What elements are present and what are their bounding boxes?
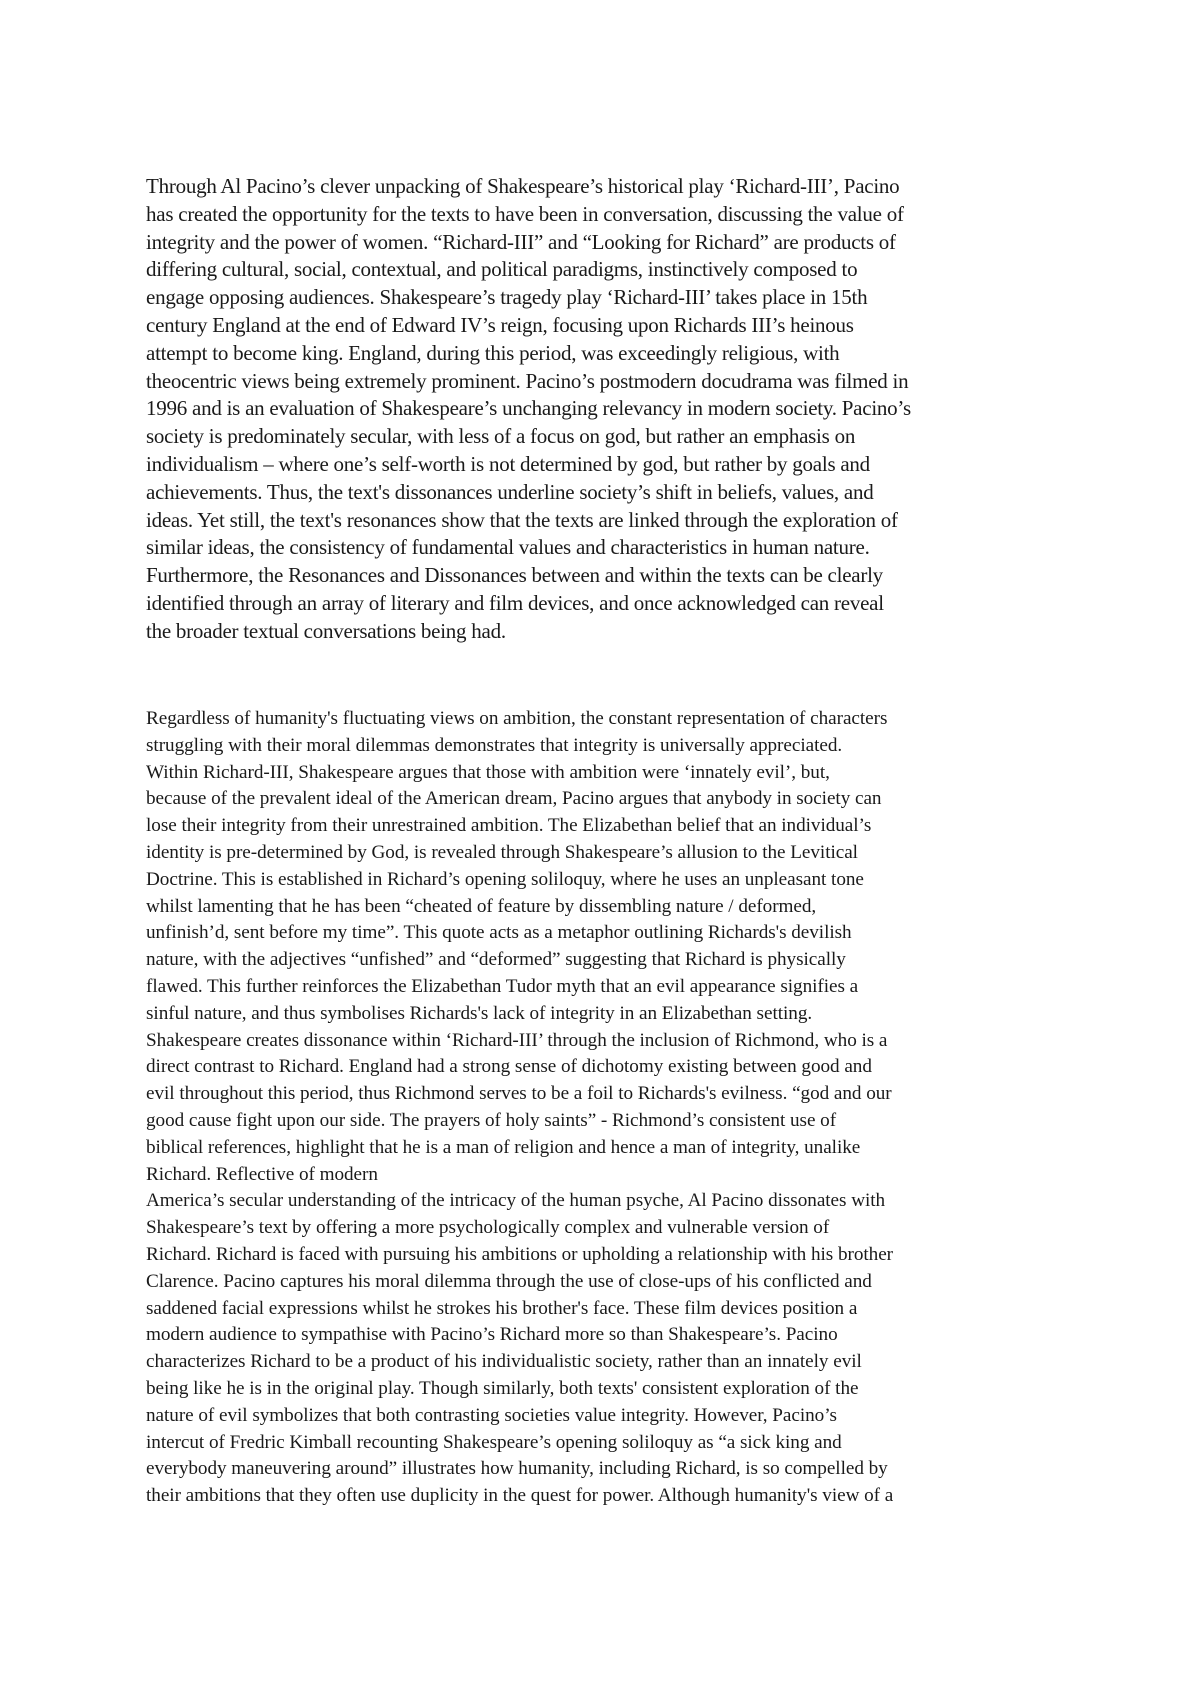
- text-line: Regardless of humanity's fluctuating views on ambition, the constant representation of characters: [146, 708, 888, 729]
- text-line: individualism – where one’s self-worth is not determined by god, but rather by goals and: [146, 451, 870, 476]
- text-line: being like he is in the original play. Though similarly, both texts' consistent exploration of the: [146, 1377, 859, 1399]
- text-line: identified through an array of literary and film devices, and once acknowledged can reveal: [146, 590, 884, 615]
- body-paragraph: [146, 706, 893, 1510]
- text-line: Furthermore, the Resonances and Dissonances between and within the texts can be clearly: [146, 563, 883, 588]
- text-line: Doctrine. This is established in Richard’s opening soliloquy, where he uses an unpleasant tone: [146, 868, 864, 890]
- text-line: good cause fight upon our side. The prayers of holy saints” - Richmond’s consistent use of: [146, 1109, 837, 1131]
- text-line: ideas. Yet still, the text's resonances show that the texts are linked through the exploration of: [146, 507, 898, 532]
- text-line: Richard. Richard is faced with pursuing his ambitions or upholding a relationship with his brother: [146, 1243, 894, 1265]
- text-line: identity is pre-determined by God, is revealed through Shakespeare’s allusion to the Levitical: [146, 841, 858, 863]
- text-line: achievements. Thus, the text's dissonances underline society’s shift in beliefs, values, and: [146, 479, 874, 504]
- text-line: society is predominately secular, with less of a focus on god, but rather an emphasis on: [146, 424, 856, 449]
- text-line: nature of evil symbolizes that both contrasting societies value integrity. However, Pacino’s: [146, 1404, 837, 1426]
- text-line: struggling with their moral dilemmas demonstrates that integrity is universally appreciated.: [146, 734, 843, 756]
- text-line: Shakespeare’s text by offering a more psychologically complex and vulnerable version of: [146, 1217, 830, 1239]
- text-line: Within Richard-III, Shakespeare argues that those with ambition were ‘innately evil’, but,: [146, 761, 830, 783]
- text-line: the broader textual conversations being had.: [146, 618, 506, 643]
- text-line: characterizes Richard to be a product of his individualistic society, rather than an innately evil: [146, 1351, 862, 1373]
- text-line: differing cultural, social, contextual, and political paradigms, instinctively composed to: [146, 257, 858, 282]
- text-line: intercut of Fredric Kimball recounting Shakespeare’s opening soliloquy as “a sick king and: [146, 1431, 842, 1453]
- text-line: 1996 and is an evaluation of Shakespeare’s unchanging relevancy in modern society. Pacino’s: [146, 396, 911, 421]
- text-line: theocentric views being extremely prominent. Pacino’s postmodern docudrama was filmed in: [146, 368, 909, 393]
- text-line: direct contrast to Richard. England had a strong sense of dichotomy existing between good and: [146, 1056, 872, 1078]
- text-line: similar ideas, the consistency of fundamental values and characteristics in human nature.: [146, 535, 870, 560]
- text-line: biblical references, highlight that he is a man of religion and hence a man of integrity, unalike: [146, 1136, 861, 1158]
- text-line: everybody maneuvering around” illustrates how humanity, including Richard, is so compelled by: [146, 1458, 888, 1480]
- text-line: because of the prevalent ideal of the American dream, Pacino argues that anybody in society can: [146, 788, 882, 810]
- text-line: flawed. This further reinforces the Elizabethan Tudor myth that an evil appearance signifies a: [146, 975, 859, 997]
- text-line: has created the opportunity for the texts to have been in conversation, discussing the value of: [146, 201, 904, 226]
- text-line: nature, with the adjectives “unfished” and “deformed” suggesting that Richard is physically: [146, 949, 846, 971]
- intro-paragraph: [146, 173, 911, 646]
- text-line: whilst lamenting that he has been “cheated of feature by dissembling nature / deformed,: [146, 895, 817, 917]
- text-line: century England at the end of Edward IV’s reign, focusing upon Richards III’s heinous: [146, 312, 854, 337]
- text-line: saddened facial expressions whilst he strokes his brother's face. These film devices position a: [146, 1297, 858, 1319]
- text-line: their ambitions that they often use duplicity in the quest for power. Although humanity's view of a: [146, 1485, 894, 1507]
- text-line: attempt to become king. England, during this period, was exceedingly religious, with: [146, 340, 840, 365]
- text-line: Through Al Pacino’s clever unpacking of Shakespeare’s historical play ‘Richard-III’, Pacino: [146, 174, 900, 198]
- text-line: modern audience to sympathise with Pacino’s Richard more so than Shakespeare’s. Pacino: [146, 1324, 838, 1346]
- text-line: America’s secular understanding of the intricacy of the human psyche, Al Pacino dissonates with: [146, 1190, 886, 1212]
- text-line: engage opposing audiences. Shakespeare’s tragedy play ‘Richard-III’ takes place in 15th: [146, 285, 868, 310]
- text-line: Clarence. Pacino captures his moral dilemma through the use of close-ups of his conflicted and: [146, 1270, 872, 1292]
- text-line: lose their integrity from their unrestrained ambition. The Elizabethan belief that an individual’s: [146, 815, 872, 837]
- text-line: Shakespeare creates dissonance within ‘Richard-III’ through the inclusion of Richmond, who is a: [146, 1029, 888, 1051]
- text-line: Richard. Reflective of modern: [146, 1163, 378, 1185]
- text-line: evil throughout this period, thus Richmond serves to be a foil to Richards's evilness. “god and our: [146, 1083, 892, 1105]
- text-line: integrity and the power of women. “Richard-III” and “Looking for Richard” are products of: [146, 229, 896, 254]
- text-line: unfinish’d, sent before my time”. This quote acts as a metaphor outlining Richards's devilish: [146, 922, 852, 944]
- text-line: sinful nature, and thus symbolises Richards's lack of integrity in an Elizabethan setting.: [146, 1002, 813, 1024]
